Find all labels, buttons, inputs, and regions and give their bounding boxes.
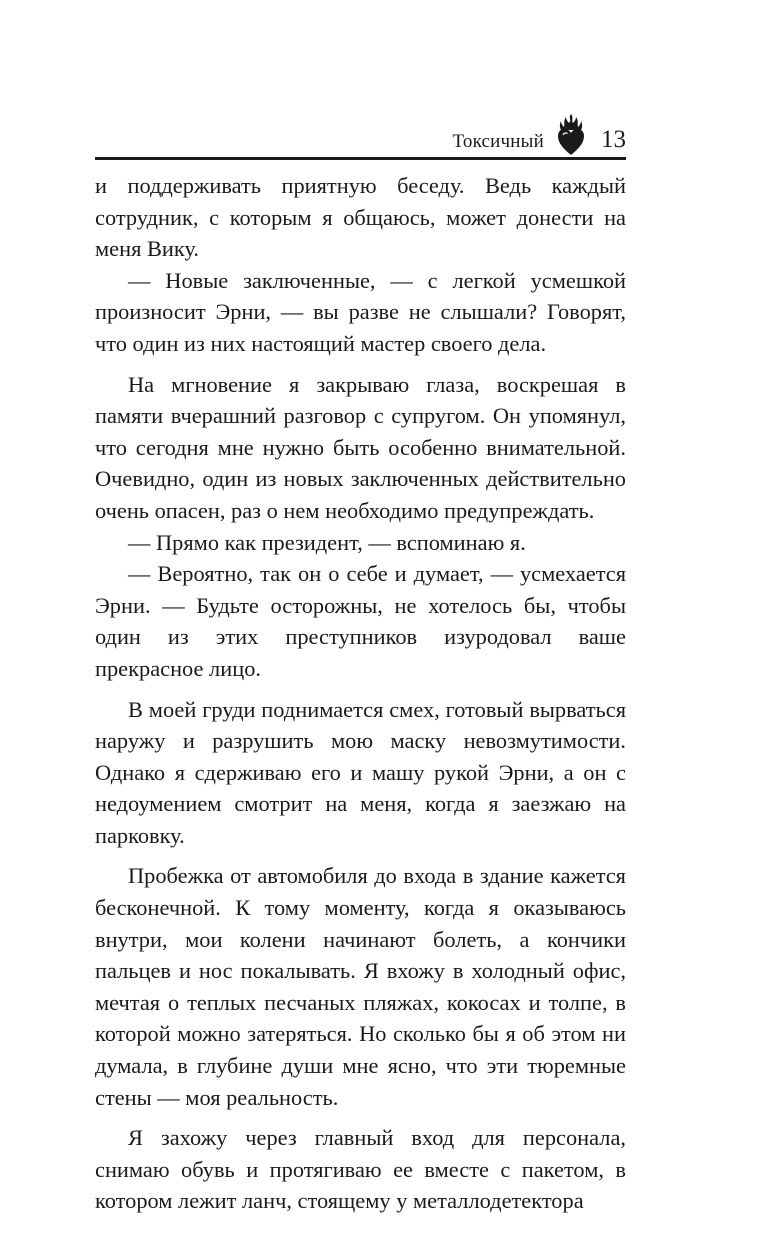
paragraph-2: — Новые заключенные, — с легкой усмешкой произносит Эрни, — вы разве не слышали? Говорят, что один из них настоящий мастер своего дела. bbox=[95, 267, 626, 356]
paragraph-1: и поддерживать приятную беседу. Ведь каждый сотрудник, с которым я общаюсь, может донести на меня Вику. bbox=[95, 173, 626, 262]
paragraph-6: В моей груди поднимается смех, готовый вырваться наружу и разрушить мою маску невозмутимости. Однако я сдерживаю его и машу рукой Эрни, а он с недоумением смотрит на меня, когда я заезжаю на парковку. bbox=[95, 696, 626, 848]
paragraph-4: — Прямо как президент, — вспоминаю я. bbox=[128, 529, 526, 555]
running-header bbox=[95, 112, 626, 158]
body-text bbox=[95, 170, 626, 1217]
paragraph-8: Я захожу через главный вход для персонала, снимаю обувь и протягиваю ее вместе с пакетом, в котором лежит ланч, стоящему у металлодетектора bbox=[95, 1125, 626, 1214]
paragraph-7: Пробежка от автомобиля до входа в здание кажется бесконечной. К тому моменту, когда я оказываюсь внутри, мои колени начинают болеть, а кончики пальцев и нос покалывать. Я вхожу в холодный офис, мечтая о теплых песчаных пляжах, кокосах и толпе, в которой можно затеряться. Но сколько бы я об этом ни думала, в глубине души мне ясно, что эти тюремные стены — моя реальность. bbox=[95, 863, 626, 1110]
page-number: 13 bbox=[601, 126, 626, 153]
header-rule bbox=[95, 157, 626, 160]
paragraph-3: На мгновение я закрываю глаза, воскрешая в памяти вчерашний разговор с супругом. Он упомянул, что сегодня мне нужно быть особенно внимательной. Очевидно, один из новых заключенных действительно очень опасен, раз о нем необходимо предупреждать. bbox=[95, 371, 626, 523]
burning-heart-icon bbox=[556, 112, 586, 156]
paragraph-5: — Вероятно, так он о себе и думает, — усмехается Эрни. — Будьте осторожны, не хотелось бы, чтобы один из этих преступников изуродовал ваше прекрасное лицо. bbox=[95, 561, 626, 681]
running-title: Токсичный bbox=[452, 131, 544, 152]
